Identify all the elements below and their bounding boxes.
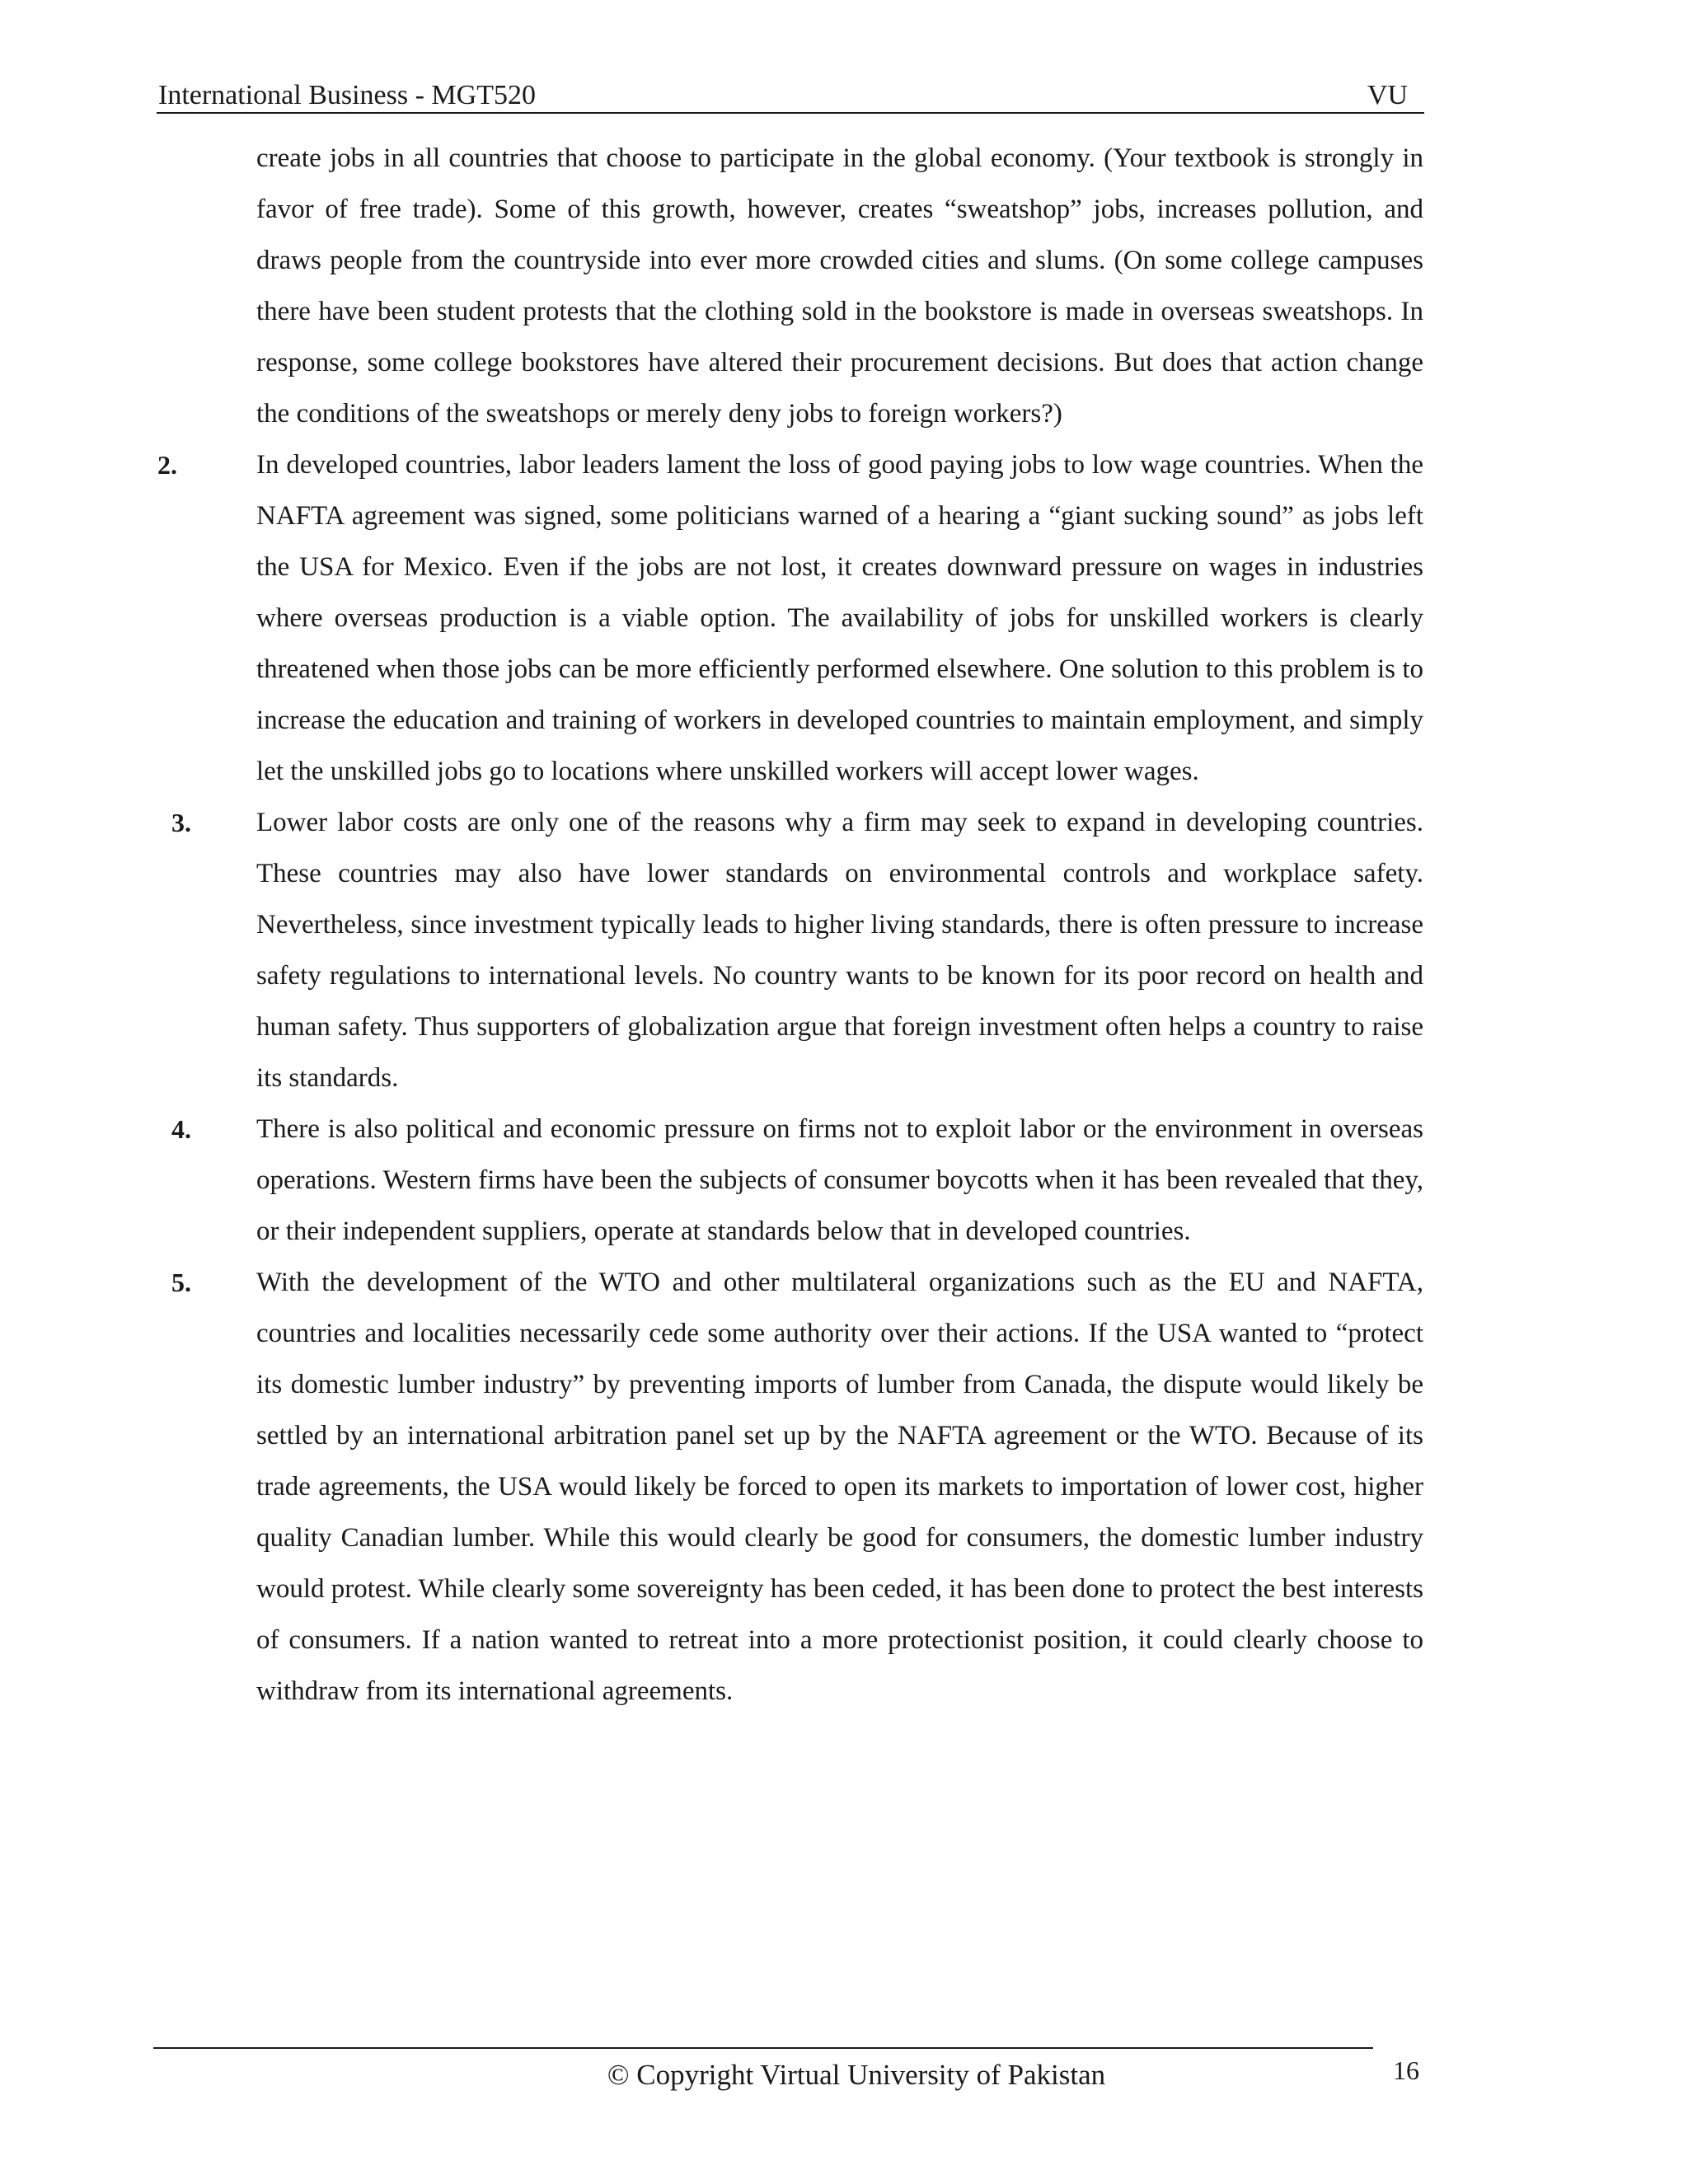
page-header: [157, 76, 1424, 114]
list-item-4: [171, 1104, 1423, 1257]
page-number: 16: [1393, 2055, 1419, 2085]
list-number: 4.: [171, 1114, 191, 1144]
paragraph-text: Lower labor costs are only one of the reasons why a firm may seek to expand in developing countries. These countries may also have lower standards on environmental controls and workplace safety. Nevertheless, since investment typically leads to higher living standards, there is often pressure to increase safety regulations to international levels. No country wants to be known for its poor record on health and human safety. Thus supporters of globalization argue that foreign investment often helps a country to raise its standards.: [256, 808, 1423, 1093]
list-item-2: [157, 439, 1423, 797]
paragraph-text: create jobs in all countries that choose to participate in the global economy. (Your textbook is strongly in favor of free trade). Some of this growth, however, creates “sweatshop” jobs, increases pollution, and draws people from the countryside into ever more crowded cities and slums. (On some college campuses there have been student protests that the clothing sold in the bookstore is made in overseas sweatshops. In response, some college bookstores have altered their procurement decisions. But does that action change the conditions of the sweatshops or merely deny jobs to foreign workers?): [256, 143, 1423, 429]
footer-divider: [153, 2047, 1373, 2049]
paragraph-text: With the development of the WTO and other multilateral organizations such as the EU and NAFTA, countries and localities necessarily cede some authority over their actions. If the USA wanted to “protect its domestic lumber industry” by preventing imports of lumber from Canada, the dispute would likely be settled by an international arbitration panel set up by the NAFTA agreement or the WTO. Because of its trade agreements, the USA would likely be forced to open its markets to importation of lower cost, higher quality Canadian lumber. While this would clearly be good for consumers, the domestic lumber industry would protest. While clearly some sovereignty has been ceded, it has been done to protect the best interests of consumers. If a nation wanted to retreat into a more protectionist position, it could clearly choose to withdraw from its international agreements.: [256, 1268, 1423, 1706]
paragraph-text: There is also political and economic pressure on firms not to exploit labor or the environment in overseas operations. Western firms have been the subjects of consumer boycotts when it has been revealed that they, or their independent suppliers, operate at standards below that in developed countries.: [256, 1114, 1423, 1246]
document-body: [157, 133, 1423, 1717]
list-number: 3.: [171, 808, 191, 837]
course-title: International Business - MGT520: [158, 80, 536, 110]
list-item-5: [171, 1257, 1423, 1717]
institution-abbreviation: VU: [1367, 80, 1408, 110]
list-number: 2.: [157, 450, 177, 480]
copyright-notice: © Copyright Virtual University of Pakistan: [607, 2059, 1106, 2091]
list-number: 5.: [171, 1268, 191, 1297]
list-item-3: [171, 797, 1423, 1104]
paragraph-text: In developed countries, labor leaders lament the loss of good paying jobs to low wage countries. When the NAFTA agreement was signed, some politicians warned of a hearing a “giant sucking sound” as jobs left the USA for Mexico. Even if the jobs are not lost, it creates downward pressure on wages in industries where overseas production is a viable option. The availability of jobs for unskilled workers is clearly threatened when those jobs can be more efficiently performed elsewhere. One solution to this problem is to increase the education and training of workers in developed countries to maintain employment, and simply let the unskilled jobs go to locations where unskilled workers will accept lower wages.: [256, 450, 1423, 786]
paragraph-continued: [256, 133, 1423, 439]
